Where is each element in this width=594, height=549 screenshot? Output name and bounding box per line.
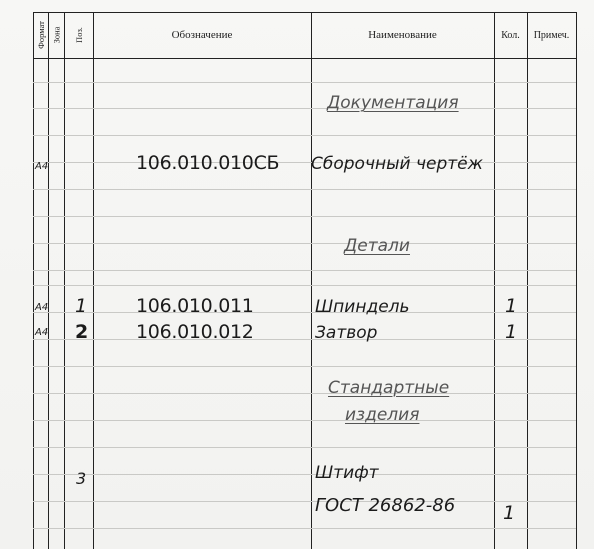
header-format-label: Формат xyxy=(35,21,46,49)
header-note: Примеч. xyxy=(533,29,570,41)
row-designation: 106.010.011 xyxy=(136,295,254,317)
column-divider xyxy=(576,12,577,549)
header-format xyxy=(33,12,48,58)
row-quantity: 1 xyxy=(503,502,516,524)
section-standard-line2: изделия xyxy=(345,405,420,425)
row-position: 2 xyxy=(75,321,89,343)
row-name: Сборочный чертёж xyxy=(311,154,483,174)
header-name: Наименование xyxy=(368,29,437,41)
section-documentation: Документация xyxy=(327,93,459,113)
row-format: А4 xyxy=(35,327,49,338)
header-quantity: Кол. xyxy=(501,29,520,41)
row-position: 1 xyxy=(75,295,88,317)
row-quantity: 1 xyxy=(505,295,518,317)
header-position xyxy=(64,12,93,58)
row-designation: 106.010.010СБ xyxy=(136,152,280,174)
row-name: Штифт xyxy=(315,463,379,483)
header-zone-label: Зона xyxy=(51,26,61,44)
row-name: Шпиндель xyxy=(315,297,410,317)
row-name: Затвор xyxy=(315,323,378,343)
row-quantity: 1 xyxy=(505,321,518,343)
row-format: А4 xyxy=(35,161,49,172)
section-parts: Детали xyxy=(344,236,410,256)
row-designation: 106.010.012 xyxy=(136,321,254,343)
table-body xyxy=(33,58,576,549)
row-format: А4 xyxy=(35,302,49,313)
header-position-label: Поз. xyxy=(73,27,84,43)
header-designation: Обозначение xyxy=(171,29,233,41)
section-standard-line1: Стандартные xyxy=(328,378,450,398)
row-name: ГОСТ 26862-86 xyxy=(315,495,456,516)
row-position: 3 xyxy=(76,469,87,488)
header-zone xyxy=(48,12,64,58)
